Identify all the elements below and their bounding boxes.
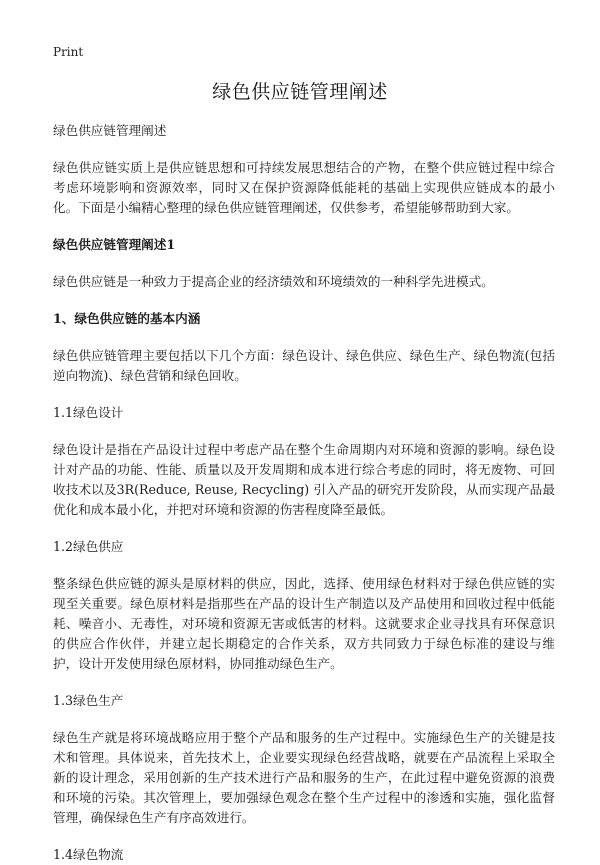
section-1-summary: 绿色供应链是一种致力于提高企业的经济绩效和环境绩效的一种科学先进模式。: [53, 274, 494, 289]
intro-heading: 绿色供应链管理阐述: [53, 123, 167, 138]
heading-green-production: 1.3绿色生产: [53, 693, 124, 708]
subsection-heading-basic: 1、绿色供应链的基本内涵: [53, 311, 201, 326]
basic-content-paragraph: 绿色供应链管理主要包括以下几个方面：绿色设计、绿色供应、绿色生产、绿色物流(包括逆向物流)、绿色营销和绿色回收。: [53, 348, 555, 383]
section-heading-1: 绿色供应链管理阐述1: [53, 237, 176, 252]
heading-green-design: 1.1绿色设计: [53, 405, 124, 420]
green-production-paragraph: 绿色生产就是将环境战略应用于整个产品和服务的生产过程中。实施绿色生产的关键是技术和管理。具体说来，首先技术上，企业要实现绿色经营战略，就要在产品流程上采取全新的设计理念，采用创新的生产技术进行产品和服务的生产，在此过程中避免资源的浪费和环境的污染。其次管理上，要加强绿色观念在整个生产过程中的渗透和实施，强化监督管理，确保绿色生产有序高效进行。: [53, 730, 555, 825]
heading-green-supply: 1.2绿色供应: [53, 539, 124, 554]
heading-green-logistics: 1.4绿色物流: [53, 847, 124, 862]
green-design-paragraph: 绿色设计是指在产品设计过程中考虑产品在整个生命周期内对环境和资源的影响。绿色设计对产品的功能、性能、质量以及开发周期和成本进行综合考虑的同时，将无废物、可回收技术以及3R(Reduce, Reuse, Recycling) 引入产品的研究开发阶段，从而实现产品最优化和成本最小化，并把对环境和资源的伤害程度降至最低。: [53, 442, 555, 517]
intro-paragraph: 绿色供应链实质上是供应链思想和可持续发展思想结合的产物，在整个供应链过程中综合考虑环境影响和资源效率，同时又在保护资源降低能耗的基础上实现供应链成本的最小化。下面是小编精心整理的绿色供应链管理阐述，仅供参考，希望能够帮助到大家。: [53, 160, 555, 215]
page-title: 绿色供应链管理阐述: [212, 81, 388, 103]
document-body: [53, 121, 555, 865]
green-supply-paragraph: 整条绿色供应链的源头是原材料的供应，因此，选择、使用绿色材料对于绿色供应链的实现至关重要。绿色原材料是指那些在产品的设计生产制造以及产品使用和回收过程中低能耗、噪音小、无毒性，对环境和资源无害或低害的材料。这就要求企业寻找具有环保意识的供应合作伙伴，并建立起长期稳定的合作关系，双方共同致力于绿色标准的建设与维护，设计开发使用绿色原材料，协同推动绿色生产。: [53, 576, 555, 671]
print-link[interactable]: Print: [53, 45, 84, 59]
